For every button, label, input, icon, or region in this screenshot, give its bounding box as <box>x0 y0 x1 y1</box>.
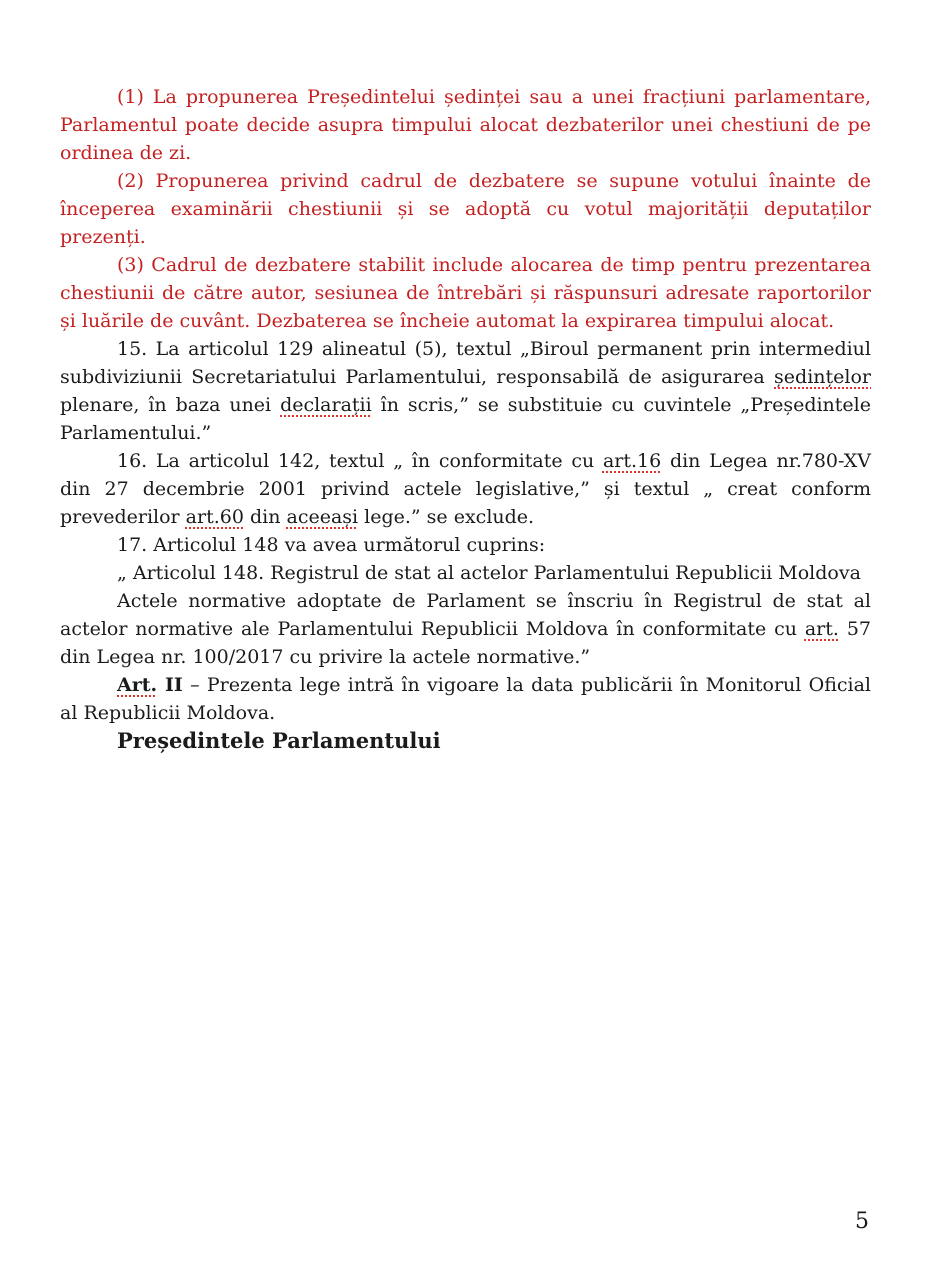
spellcheck-flagged-text: declarații <box>280 394 372 416</box>
text-run: din Legea nr.780-XV din 27 decembrie 2001 privind actele legislative,” și textul „ creat conform prevederilor <box>60 450 871 528</box>
spellcheck-flagged-text: art.60 <box>185 506 244 528</box>
text-run: Actele normative adoptate de Parlament se înscriu în Registrul de stat al actelor normative ale Parlamentului Republicii Moldova în conformitate cu <box>60 590 871 640</box>
text-run: 17. Articolul 148 va avea următorul cuprins: <box>117 534 546 556</box>
text-run: „ Articolul 148. Registrul de stat al actelor Parlamentului Republicii Moldova <box>117 562 861 584</box>
spellcheck-flagged-text: ședințelor <box>774 366 871 388</box>
text-run: plenare, în baza unei <box>60 394 281 416</box>
spellcheck-flagged-text: Art. <box>117 674 158 696</box>
point-16 <box>60 447 871 531</box>
text-run: în scris,” se substituie cu cuvintele „Președintele Parlamentului.” <box>60 394 871 444</box>
document-body <box>60 83 871 755</box>
text-run: din <box>243 506 287 528</box>
text-run: (2) Propunerea privind cadrul de dezbatere se supune votului înainte de începerea examinării chestiunii și se adoptă cu votul majorității deputaților prezenți. <box>60 170 871 248</box>
article-148-title <box>60 559 871 587</box>
text-run: II <box>157 674 183 696</box>
spellcheck-flagged-text: art.16 <box>602 450 662 472</box>
text-run: lege.” se exclude. <box>358 506 535 528</box>
text-run: (1) La propunerea Președintelui ședinței sau a unei fracțiuni parlamentare, Parlamentul poate decide asupra timpului alocat dezbaterilor unei chestiuni de pe ordinea de zi. <box>60 86 871 164</box>
signature-title <box>60 727 871 755</box>
text-run: 15. La articolul 129 alineatul (5), textul „Biroul permanent prin intermediul subdiviziunii Secretariatului Parlamentului, responsabilă de asigurarea <box>60 338 871 388</box>
page-number: 5 <box>855 1209 869 1234</box>
text-run: 16. La articolul 142, textul „ în conformitate cu <box>117 450 603 472</box>
text-run: – Prezenta lege intră în vigoare la data publicării în Monitorul Oficial al Republicii Moldova. <box>60 674 872 724</box>
point-17 <box>60 531 871 559</box>
text-run: (3) Cadrul de dezbatere stabilit include alocarea de timp pentru prezentarea chestiunii de către autor, sesiunea de întrebări și răspunsuri adresate raportorilor și luările de cuvânt. Dezbaterea se încheie automat la expirarea timpului alocat. <box>60 254 871 332</box>
text-run: Președintele Parlamentului <box>117 728 441 753</box>
spellcheck-flagged-text: art. <box>804 618 839 640</box>
amendment-alineat-2 <box>60 167 871 251</box>
amendment-alineat-3 <box>60 251 871 335</box>
article-2-entry-into-force <box>60 671 871 727</box>
point-15 <box>60 335 871 447</box>
article-148-body <box>60 587 871 671</box>
spellcheck-flagged-text: aceeași <box>286 506 359 528</box>
text-run: 57 din Legea nr. 100/2017 cu privire la actele normative.” <box>60 618 871 668</box>
amendment-alineat-1 <box>60 83 871 167</box>
